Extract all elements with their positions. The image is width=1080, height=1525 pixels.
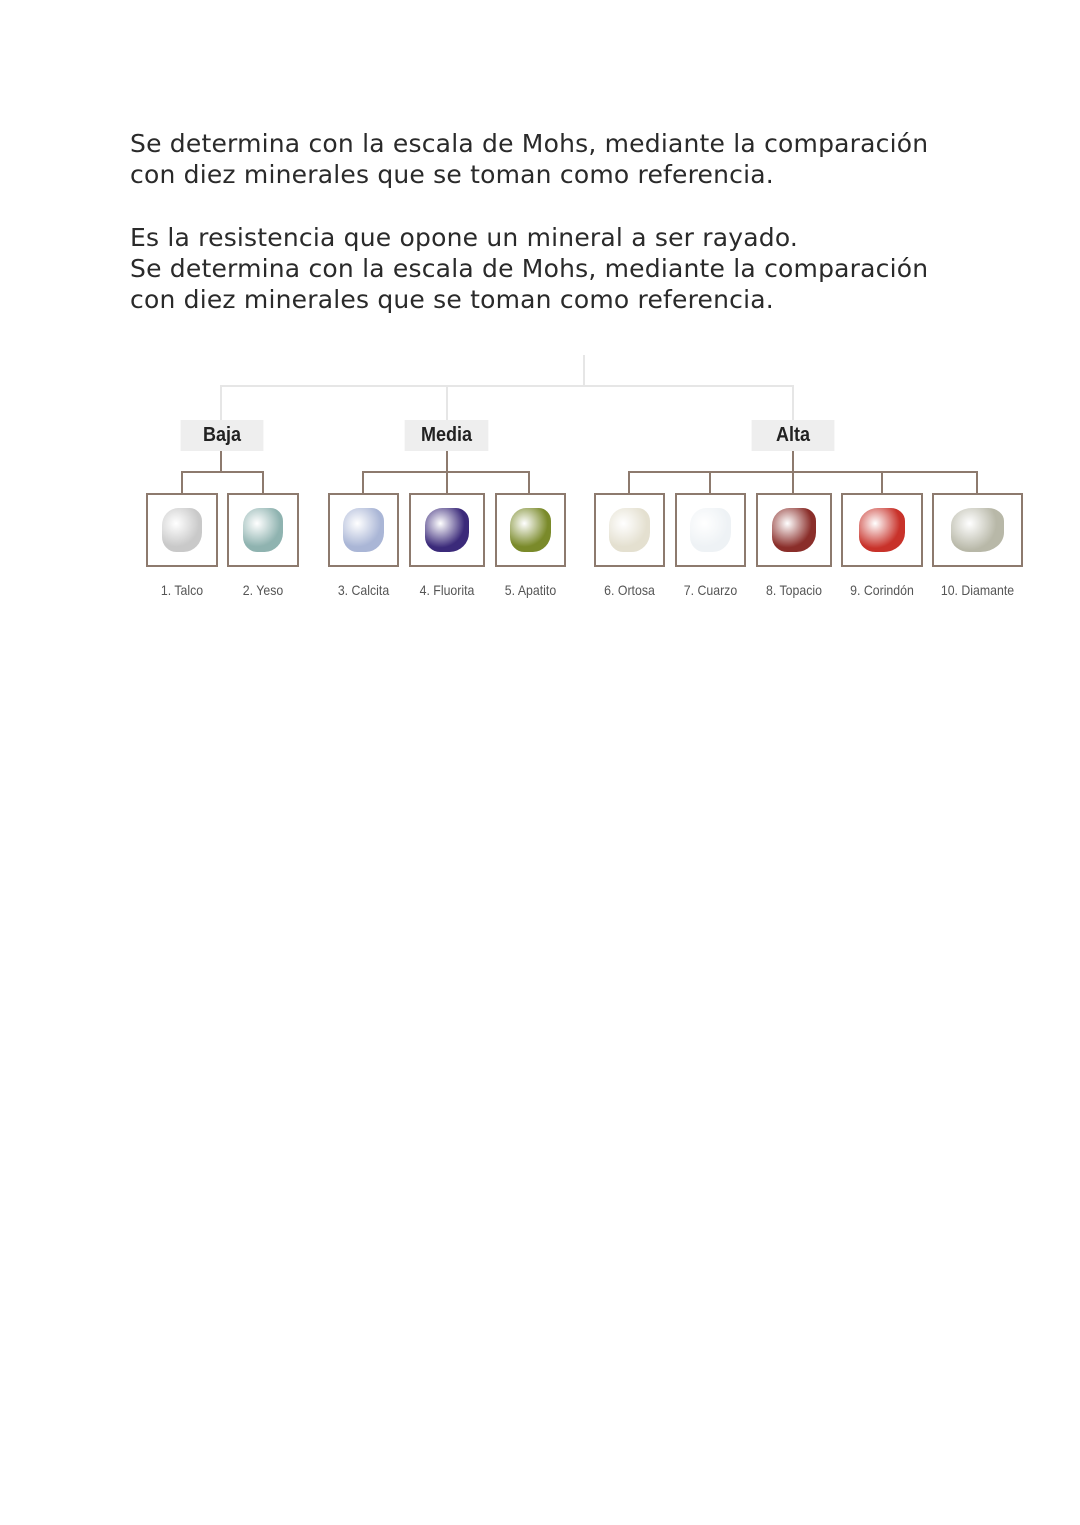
mineral-image-box [756,493,832,567]
mineral-label: 4. Fluorita [419,582,475,598]
mineral-label: 9. Corindón [850,582,914,598]
mineral-image [343,508,383,551]
mineral-image-box [409,493,485,567]
mineral-label: 5. Apatito [504,582,557,598]
paragraph-line: con diez minerales que se toman como referencia. [130,160,774,189]
mineral-label: 8. Topacio [766,582,822,598]
paragraph-line: Se determina con la escala de Mohs, mediante la comparación [130,254,929,283]
mineral-image [690,508,730,551]
mineral-label: 2. Yeso [242,582,284,598]
paragraph-line: con diez minerales que se toman como referencia. [130,285,774,314]
connector-line [792,385,794,420]
mineral-image-box [146,493,218,567]
connector-line [220,385,794,387]
mineral-image [859,508,906,551]
paragraph-line: Es la resistencia que opone un mineral a ser rayado. [130,223,799,252]
group-media: Media [405,420,489,451]
mineral-image-box [932,493,1023,567]
mineral-image [510,508,550,551]
mineral-label: 10. Diamante [940,582,1015,598]
mineral-label: 1. Talco [160,582,204,598]
mineral-image [772,508,815,551]
mineral-image [609,508,649,551]
connector-line [220,385,222,420]
mineral-label: 3. Calcita [337,582,390,598]
mineral-image-box [841,493,923,567]
mineral-image [162,508,203,551]
mineral-image-box [594,493,665,567]
mineral-image [425,508,468,551]
group-alta: Alta [752,420,835,451]
connector-line [446,385,448,420]
mineral-image-box [495,493,566,567]
mineral-image [243,508,284,551]
mineral-label: 6. Ortosa [604,582,655,598]
group-baja: Baja [181,420,264,451]
mineral-label: 7. Cuarzo [683,582,738,598]
mineral-image-box [227,493,299,567]
mineral-image-box [675,493,746,567]
paragraph-line: Se determina con la escala de Mohs, mediante la comparación [130,129,929,158]
mineral-image-box [328,493,399,567]
mineral-image [951,508,1003,551]
connector-line [583,355,585,386]
